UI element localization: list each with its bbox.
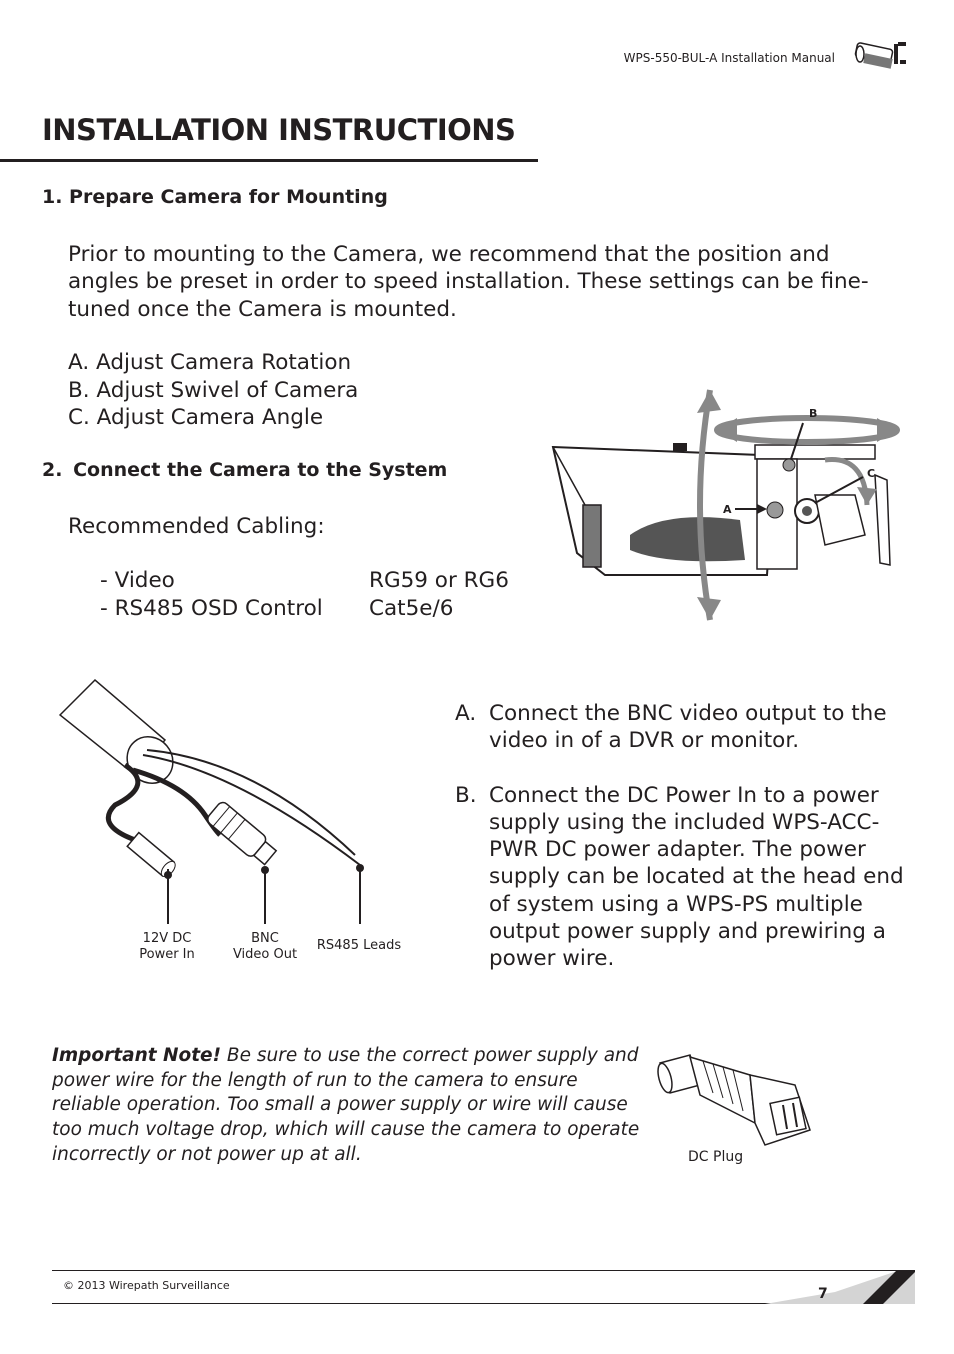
cabling-type: Cat5e/6 [369,596,454,621]
label-c: C [867,467,876,480]
title-underline [0,159,538,162]
section2-text: Connect the Camera to the System [73,459,448,481]
section1-paragraph [68,241,898,323]
caption-line: Power In [139,947,195,962]
section2-number: 2. [42,459,63,481]
caption-line: Video Out [232,947,298,962]
section2-heading [42,459,447,481]
cabling-label: Recommended Cabling: [68,514,325,539]
power-in-caption [127,931,207,963]
section1-heading: 1. Prepare Camera for Mounting [42,186,388,208]
note-label: Important Note! [52,1045,222,1066]
cabling-item: - RS485 OSD Control [100,596,323,621]
page-number-tab [765,1270,915,1304]
cabling-types [369,567,509,623]
step-text: Connect the BNC video output to the video in of a DVR or monitor. [489,701,887,754]
adjust-steps-list [68,349,358,432]
cable-pigtail-diagram [55,675,385,885]
video-out-leader [264,869,266,924]
caption-line: 12V DC [142,931,192,946]
cabling-type: RG59 or RG6 [369,568,509,593]
camera-adjustment-diagram [545,385,915,630]
step-text: Connect the DC Power In to a power supply using the included WPS-ACC-PWR DC power adapter. The power supply can be located at the head end of system using a WPS-PS multiple output power supply and prewiring a power wire. [489,782,904,972]
video-out-caption [225,931,305,963]
label-b: B [809,407,818,420]
rs485-leader [359,869,361,924]
manual-title: WPS-550-BUL-A Installation Manual [623,51,835,65]
dc-plug-caption: DC Plug [688,1149,744,1165]
step-item: A. Adjust Camera Rotation [68,350,352,375]
cabling-items [100,567,323,623]
caption-line: BNC [251,931,279,946]
dc-plug-illustration [655,1045,820,1150]
step-item: B. Adjust Swivel of Camera [68,377,359,403]
paragraph-line: Prior to mounting to the Camera, we recommend that the position and [68,242,830,267]
step-letter: B. [455,782,477,808]
cabling-item: - Video [100,568,175,593]
rs485-caption: RS485 Leads [316,938,402,953]
connection-step [455,782,925,973]
page-number: 7 [818,1286,828,1302]
label-a: A [723,503,732,516]
bullet-camera-icon [850,40,910,76]
step-letter: A. [455,701,477,726]
step-item: C. Adjust Camera Angle [68,405,324,430]
paragraph-line: tuned once the Camera is mounted. [68,296,457,322]
connection-step [455,700,925,755]
connection-steps [455,700,925,973]
power-in-leader [167,869,169,924]
page-title: INSTALLATION INSTRUCTIONS [42,113,516,147]
copyright: © 2013 Wirepath Surveillance [63,1279,230,1292]
important-note [52,1044,642,1168]
note-text: Be sure to use the correct power supply and power wire for the length of run to the camera to ensure reliable operation. Too small a power supply or wire will cause too much voltage drop, which will cause the camera to operate incorrectly or not power up at all. [52,1045,640,1165]
paragraph-line: angles be preset in order to speed installation. These settings can be fine- [68,269,869,295]
